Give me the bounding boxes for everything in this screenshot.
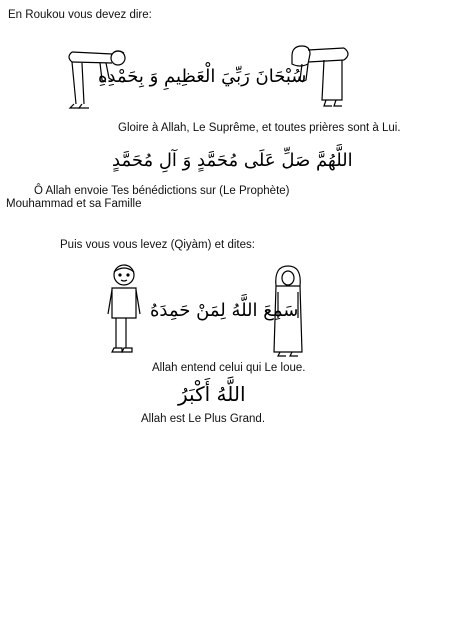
arabic-salat-prophet: اللَّهُمَّ صَلِّ عَلَى مُحَمَّدٍ وَ آلِ مُحَمَّدٍ xyxy=(112,150,353,171)
arabic-samia-allah: سَمِعَ اللَّهُ لِمَنْ حَمِدَهُ xyxy=(150,300,299,321)
roukou-instruction: En Roukou vous devez dire: xyxy=(8,9,152,21)
translation-subhana-rabbi: Gloire à Allah, Le Suprême, et toutes prières sont à Lui. xyxy=(118,122,401,134)
arabic-takbir: اللَّهُ أَكْبَرُ xyxy=(178,382,246,406)
translation-samia-allah: Allah entend celui qui Le loue. xyxy=(152,362,306,374)
arabic-subhana-rabbi: سُبْحَانَ رَبِّيَ الْعَظِيمِ وَ بِحَمْدِهِ xyxy=(98,66,307,87)
translation-takbir: Allah est Le Plus Grand. xyxy=(141,413,266,425)
standing-boy-illustration xyxy=(104,262,144,358)
translation-salat-line2: Mouhammad et sa Famille xyxy=(6,198,142,210)
translation-salat-line1: Ô Allah envoie Tes bénédictions sur (Le Prophète) xyxy=(34,185,290,197)
qiyam-instruction: Puis vous vous levez (Qiyàm) et dites: xyxy=(60,239,255,251)
